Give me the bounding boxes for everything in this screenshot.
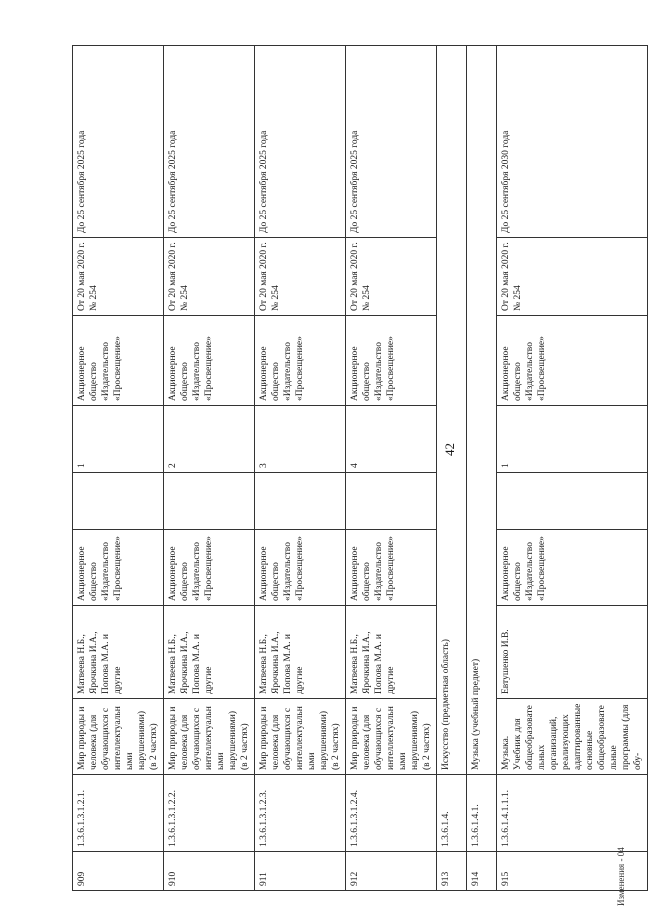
cell-code: 1.3.6.1.3.1.2.2. <box>164 775 255 852</box>
cell-authors: Евтушенко И.В. <box>497 606 648 699</box>
cell-row-number: 914 <box>467 852 497 891</box>
cell-row-number: 913 <box>437 852 467 891</box>
cell-authors: Матвеева Н.Б., Ярочкина И.А., Попова М.А. и другие <box>346 606 437 699</box>
cell-valid-until: До 25 сентября 2025 года <box>164 46 255 238</box>
cell-blank <box>255 473 346 530</box>
cell-title: Мир природы и человека (для обучающихся с интеллектуальными нарушениями) (в 2 частях) <box>346 699 437 775</box>
cell-organization: Акционерное общество «Издательство «Просвещение» <box>497 316 648 406</box>
table-body <box>73 46 648 891</box>
cell-blank <box>164 473 255 530</box>
cell-publisher: Акционерное общество «Издательство «Просвещение» <box>497 530 648 606</box>
cell-organization: Акционерное общество «Издательство «Просвещение» <box>255 316 346 406</box>
cell-title: Мир природы и человека (для обучающихся с интеллектуальными нарушениями) (в 2 частях) <box>164 699 255 775</box>
cell-publisher: Акционерное общество «Издательство «Просвещение» <box>73 530 164 606</box>
cell-authors: Матвеева Н.Б., Ярочкина И.А., Попова М.А. и другие <box>255 606 346 699</box>
cell-code: 1.3.6.1.3.1.2.3. <box>255 775 346 852</box>
cell-title: Мир природы и человека (для обучающихся с интеллектуальными нарушениями) (в 2 частях) <box>73 699 164 775</box>
cell-code: 1.3.6.1.3.1.2.1. <box>73 775 164 852</box>
cell-code: 1.3.6.1.4. <box>437 775 467 852</box>
cell-blank <box>497 473 648 530</box>
cell-section-title: Музыка (учебный предмет) <box>467 46 497 775</box>
cell-row-number: 915 <box>497 852 648 891</box>
cell-order-date: От 20 мая 2020 г. № 254 <box>497 238 648 316</box>
cell-row-number: 912 <box>346 852 437 891</box>
table-row <box>346 46 437 891</box>
cell-organization: Акционерное общество «Издательство «Просвещение» <box>73 316 164 406</box>
cell-valid-until: До 25 сентября 2025 года <box>346 46 437 238</box>
cell-blank <box>346 473 437 530</box>
cell-organization: Акционерное общество «Издательство «Просвещение» <box>164 316 255 406</box>
cell-publisher: Акционерное общество «Издательство «Просвещение» <box>255 530 346 606</box>
cell-publisher: Акционерное общество «Издательство «Просвещение» <box>346 530 437 606</box>
cell-valid-until: До 25 сентября 2030 года <box>497 46 648 238</box>
cell-blank <box>73 473 164 530</box>
cell-authors: Матвеева Н.Б., Ярочкина И.А., Попова М.А. и другие <box>73 606 164 699</box>
page-number: 42 <box>442 443 457 456</box>
cell-order-date: От 20 мая 2020 г. № 254 <box>255 238 346 316</box>
cell-order-date: От 20 мая 2020 г. № 254 <box>346 238 437 316</box>
table-row <box>255 46 346 891</box>
cell-title: Мир природы и человека (для обучающихся с интеллектуальными нарушениями) (в 2 частях) <box>255 699 346 775</box>
cell-grade: 4 <box>346 406 437 473</box>
cell-authors: Матвеева Н.Б., Ярочкина И.А., Попова М.А. и другие <box>164 606 255 699</box>
cell-order-date: От 20 мая 2020 г. № 254 <box>164 238 255 316</box>
footer-revision-note: Изменения - 04 <box>616 847 626 906</box>
cell-title: Музыка. Учебник для общеобразовательных организаций, реализующих адаптированные основные общеобразовательные программы (для обу- <box>497 699 648 775</box>
cell-valid-until: До 25 сентября 2025 года <box>255 46 346 238</box>
table-row <box>164 46 255 891</box>
cell-order-date: От 20 мая 2020 г. № 254 <box>73 238 164 316</box>
cell-publisher: Акционерное общество «Издательство «Просвещение» <box>164 530 255 606</box>
cell-row-number: 909 <box>73 852 164 891</box>
cell-row-number: 910 <box>164 852 255 891</box>
cell-organization: Акционерное общество «Издательство «Просвещение» <box>346 316 437 406</box>
cell-grade: 1 <box>73 406 164 473</box>
cell-code: 1.3.6.1.3.1.2.4. <box>346 775 437 852</box>
section-row <box>437 46 467 891</box>
cell-code: 1.3.6.1.4.1.1.1. <box>497 775 648 852</box>
cell-valid-until: До 25 сентября 2025 года <box>73 46 164 238</box>
table-row <box>73 46 164 891</box>
cell-code: 1.3.6.1.4.1. <box>467 775 497 852</box>
cell-grade: 3 <box>255 406 346 473</box>
table-row <box>497 46 648 891</box>
cell-row-number: 911 <box>255 852 346 891</box>
section-row <box>467 46 497 891</box>
cell-section-title: Искусство (предметная область) <box>437 46 467 775</box>
textbook-table <box>72 45 648 891</box>
cell-grade: 2 <box>164 406 255 473</box>
cell-grade: 1 <box>497 406 648 473</box>
